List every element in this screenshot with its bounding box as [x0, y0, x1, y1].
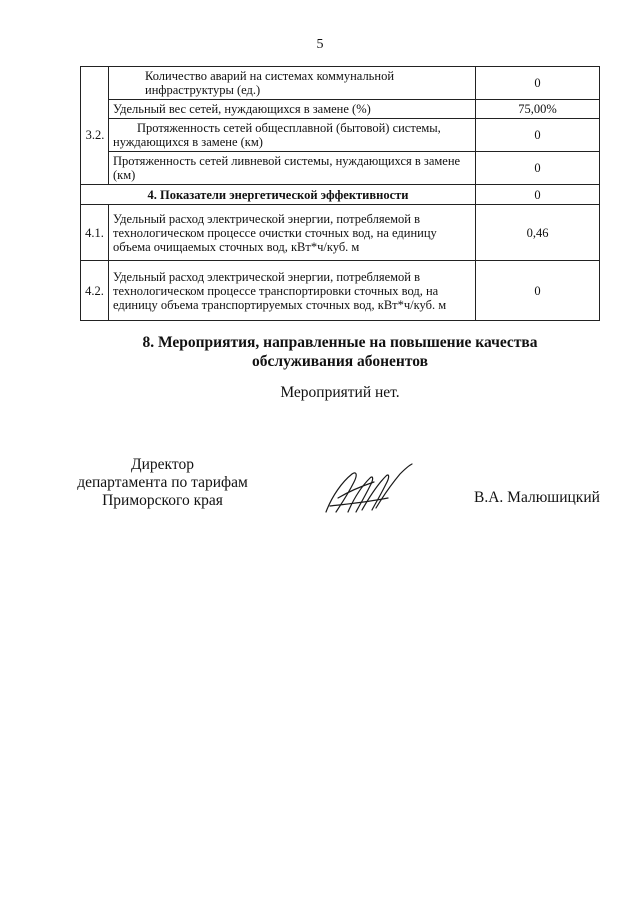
row-number: 4.1. — [81, 205, 109, 261]
table-row — [81, 119, 600, 152]
indicator-value: 0 — [476, 261, 600, 321]
signer-title-line: Приморского края — [102, 492, 223, 509]
signer-name: В.А. Малюшицкий — [474, 489, 600, 506]
indicator-text: Протяженность сетей общесплавной (бытовой) системы, нуждающихся в замене (км) — [109, 119, 476, 152]
section-row — [81, 185, 600, 205]
row-number-cell — [81, 67, 109, 185]
table-row — [81, 205, 600, 261]
section-text: Мероприятий нет. — [280, 384, 400, 401]
section-heading — [80, 333, 600, 371]
table-row — [81, 261, 600, 321]
row-number: 4.2. — [81, 261, 109, 321]
indicator-value: 0,46 — [476, 205, 600, 261]
indicator-value: 75,00% — [476, 100, 600, 119]
section-heading-line: 8. Мероприятия, направленные на повышение качества — [142, 334, 538, 351]
signer-title — [60, 456, 265, 510]
indicator-text: Протяженность сетей ливневой системы, нуждающихся в замене (км) — [109, 152, 476, 185]
table-row — [81, 152, 600, 185]
indicators-table — [80, 66, 600, 321]
indicator-text: Количество аварий на системах коммунальной инфраструктуры (ед.) — [109, 67, 476, 100]
indicator-value: 0 — [476, 152, 600, 185]
indicator-text: Удельный вес сетей, нуждающихся в замене (%) — [109, 100, 476, 119]
signer-title-line: департамента по тарифам — [77, 474, 248, 491]
signer-title-line: Директор — [131, 456, 194, 473]
page-number: 5 — [316, 37, 324, 52]
table-row — [81, 100, 600, 119]
handwritten-signature — [318, 462, 414, 520]
section-heading-line: обслуживания абонентов — [252, 353, 428, 370]
indicator-value: 0 — [476, 119, 600, 152]
row-number: 3.2. — [85, 128, 105, 142]
table-row — [81, 67, 600, 100]
indicator-value: 0 — [476, 185, 600, 205]
section-title: 4. Показатели энергетической эффективности — [81, 185, 476, 205]
indicator-value: 0 — [476, 67, 600, 100]
indicator-text: Удельный расход электрической энергии, потребляемой в технологическом процессе транспортировки сточных вод, на единицу объема транспортируемых сточных вод, кВт*ч/куб. м — [109, 261, 476, 321]
indicator-text: Удельный расход электрической энергии, потребляемой в технологическом процессе очистки сточных вод, на единицу объема очищаемых сточных вод, кВт*ч/куб. м — [109, 205, 476, 261]
